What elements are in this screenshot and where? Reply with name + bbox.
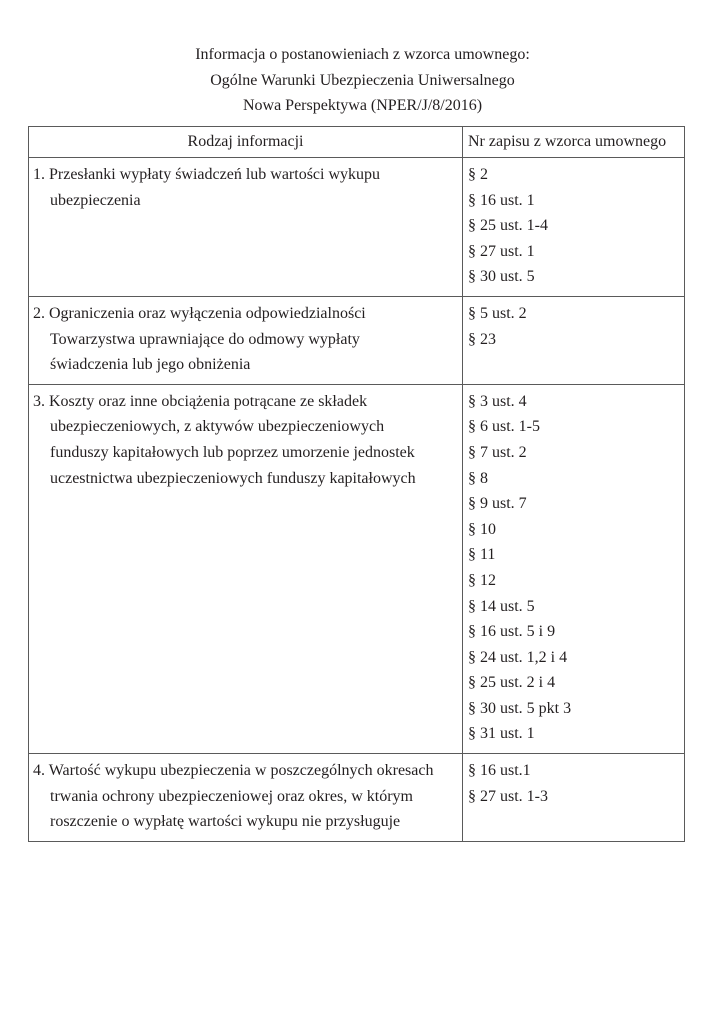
clause-reference: § 30 ust. 5: [468, 268, 535, 286]
table-row: [29, 296, 685, 384]
info-type-cell: [29, 384, 463, 753]
clause-reference: § 10: [468, 520, 496, 538]
info-type-text-line: 2. Ograniczenia oraz wyłączenia odpowiedzialności: [33, 304, 366, 322]
clause-reference: § 23: [468, 330, 496, 348]
clause-reference: § 9 ust. 7: [468, 495, 527, 513]
clause-references-cell: [463, 158, 685, 297]
table-row: [29, 158, 685, 297]
clause-reference: § 12: [468, 571, 496, 589]
info-type-text-line: trwania ochrony ubezpieczeniowej oraz okres, w którym: [50, 787, 413, 805]
header-title-line: Informacja o postanowieniach z wzorca umownego:: [195, 46, 530, 63]
info-type-text-line: roszczenie o wypłatę wartości wykupu nie przysługuje: [50, 813, 401, 831]
clause-references-cell: [463, 754, 685, 842]
info-type-text-line: 4. Wartość wykupu ubezpieczenia w poszczególnych okresach: [33, 762, 434, 780]
column-header-clause-number: Nr zapisu z wzorca umownego: [463, 127, 685, 158]
information-table: [28, 126, 685, 842]
table-body: [29, 158, 685, 842]
clause-reference: § 3 ust. 4: [468, 392, 527, 410]
header-conditions-name: Ogólne Warunki Ubezpieczenia Uniwersalnego: [210, 71, 515, 89]
clause-reference: § 30 ust. 5 pkt 3: [468, 699, 572, 717]
document-header: [0, 42, 725, 119]
clause-reference: § 16 ust.1: [468, 762, 531, 780]
clause-reference: § 31 ust. 1: [468, 725, 535, 743]
clause-reference: § 25 ust. 2 i 4: [468, 674, 556, 692]
info-type-text-line: świadczenia lub jego obniżenia: [50, 356, 251, 374]
clause-reference: § 24 ust. 1,2 i 4: [468, 648, 568, 666]
clause-reference: § 7 ust. 2: [468, 443, 527, 461]
info-type-cell: [29, 296, 463, 384]
clause-reference: § 14 ust. 5: [468, 597, 535, 615]
info-type-text-line: funduszy kapitałowych lub poprzez umorzenie jednostek: [50, 443, 415, 461]
header-product-code: Nowa Perspektywa (NPER/J/8/2016): [242, 97, 483, 114]
clause-reference: § 25 ust. 1-4: [468, 217, 548, 235]
info-type-cell: [29, 754, 463, 842]
info-type-text-line: ubezpieczeniowych, z aktywów ubezpieczeniowych: [50, 418, 385, 436]
column-header-info-type: Rodzaj informacji: [29, 127, 463, 158]
clause-reference: § 16 ust. 5 i 9: [468, 623, 556, 641]
clause-reference: § 16 ust. 1: [468, 191, 535, 209]
clause-reference: § 27 ust. 1: [468, 242, 535, 260]
info-type-cell: [29, 158, 463, 297]
info-type-text-line: uczestnictwa ubezpieczeniowych funduszy kapitałowych: [50, 469, 416, 487]
clause-reference: § 5 ust. 2: [468, 304, 527, 322]
clause-reference: § 6 ust. 1-5: [468, 418, 540, 436]
info-type-text-line: 1. Przesłanki wypłaty świadczeń lub wartości wykupu: [33, 166, 381, 183]
clause-reference: § 8: [468, 469, 488, 487]
clause-reference: § 27 ust. 1-3: [468, 787, 548, 805]
table-row: [29, 754, 685, 842]
clause-reference: § 11: [468, 546, 496, 564]
info-type-text-line: Towarzystwa uprawniające do odmowy wypłaty: [50, 330, 360, 348]
table-header-row: [29, 127, 685, 158]
info-type-text-line: 3. Koszty oraz inne obciążenia potrącane ze składek: [33, 392, 368, 410]
clause-references-cell: [463, 296, 685, 384]
table-row: [29, 384, 685, 753]
clause-reference: § 2: [468, 166, 488, 183]
clause-references-cell: [463, 384, 685, 753]
info-type-text-line: ubezpieczenia: [50, 191, 141, 209]
